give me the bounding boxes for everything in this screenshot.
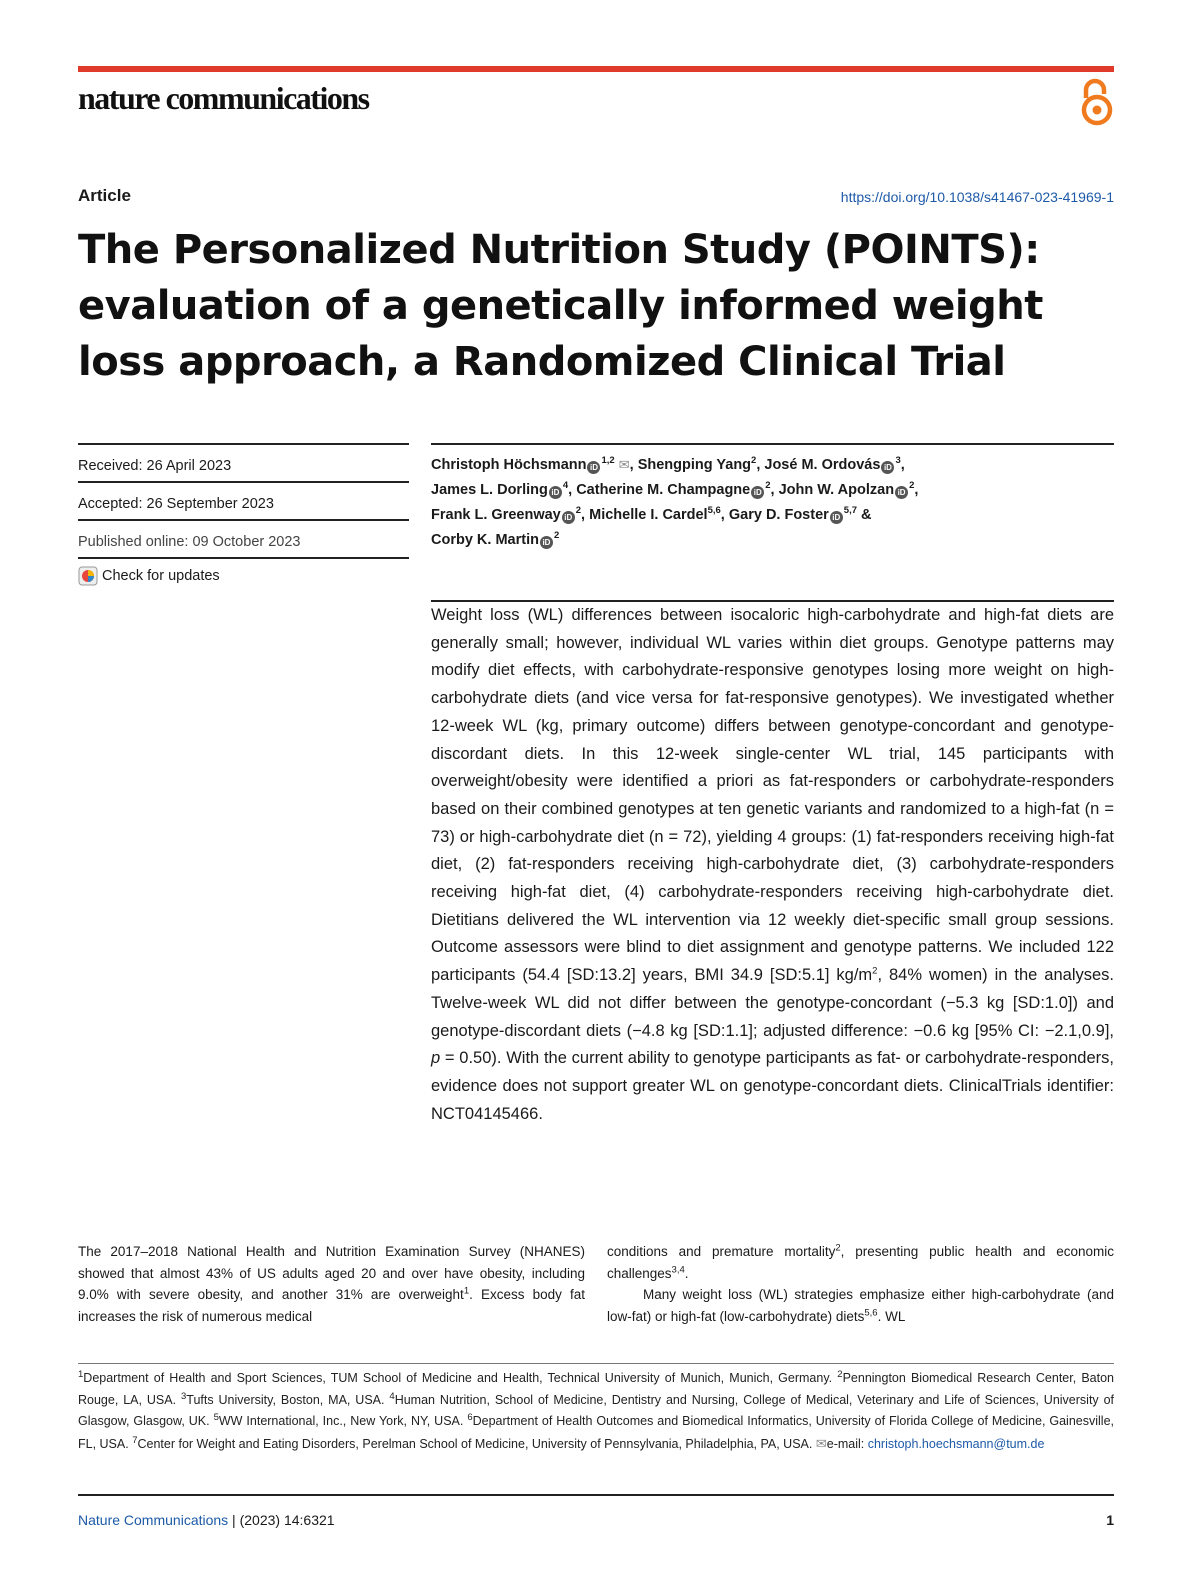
reference-link[interactable]: 3,4 [671,1264,685,1275]
author-affiliation: 2 [553,530,560,542]
affiliation-number: 6 [467,1411,473,1423]
abstract-text-2: , 84% women) in the analyses. Twelve-week WL did not differ between the genotype-concordant (−5.3 kg [SD:1.0]) and genotype-discordant diets (−4.8 kg [SD:1.1]; adjusted difference: −0.6 kg [95% CI: −2.1,0.9], [431,966,1114,1040]
affiliation-text: Department of Health and Sport Sciences, TUM School of Medicine and Health, Technical University of Munich, Munich, Germany. [83,1371,838,1385]
email-link[interactable]: christoph.hoechsmann@tum.de [867,1436,1045,1451]
orcid-icon[interactable]: iD [587,461,600,474]
affiliation-number: 1 [78,1368,84,1380]
footer-volume: | (2023) 14:6321 [228,1512,335,1528]
affiliation-text: WW International, Inc., New York, NY, USA. [218,1414,468,1428]
affiliations [78,1368,1114,1455]
author-name[interactable]: Shengping Yang [637,457,752,473]
envelope-icon: ✉ [815,1435,827,1451]
body-text: Many weight loss (WL) strategies emphasize either high-carbohydrate (and low-fat) or high-fat (low-carbohydrate) diets [607,1287,1114,1324]
received-date: Received: 26 April 2023 [78,443,409,481]
author-name[interactable]: Gary D. Foster [728,507,829,523]
journal-top-bar [78,66,1114,72]
author-name[interactable]: Michelle I. Cardel [589,507,708,523]
body-text: conditions and premature mortality [607,1244,836,1259]
affiliation-text: Human Nutrition, School of Medicine, Dentistry and Nursing, College of Medical, Veterinary and Life of Sciences, University of Glasgow, Glasgow, UK. [78,1392,1115,1428]
author-affiliation: 2 [751,455,757,467]
author-name[interactable]: John W. Apolzan [778,482,895,498]
orcid-icon[interactable]: iD [562,511,575,524]
check-updates-icon [78,566,98,586]
doi-link[interactable]: https://doi.org/10.1038/s41467-023-41969-1 [840,189,1114,205]
footer-rule [78,1494,1114,1496]
author-name[interactable]: Frank L. Greenway [431,507,561,523]
orcid-icon[interactable]: iD [540,536,553,549]
author-affiliation: 5,7 [843,505,857,517]
abstract-text-3: = 0.50). With the current ability to genotype participants as fat- or carbohydrate-responders, evidence does not support greater WL on genotype-concordant diets. ClinicalTrials identifier: NCT04145466. [431,1049,1114,1123]
abstract-text-1: Weight loss (WL) differences between isocaloric high-carbohydrate and high-fat diets are generally small; however, individual WL varies within diet groups. Genotype patterns may modify diet effects, with carbohydrate-responsive genotypes losing more weight on high-carbohydrate diets (and vice versa for fat-responsive genotypes). We investigated whether 12-week WL (kg, primary outcome) differs between genotype-concordant and genotype-discordant diets. In this 12-week single-center WL trial, 145 participants with overweight/obesity were identified a priori as fat-responders or carbohydrate-responders based on their combined genotypes at ten genetic variants and randomized to a high-fat (n = 73) or high-carbohydrate diet (n = 72), yielding 4 groups: (1) fat-responders receiving high-fat diet, (2) fat-responders receiving high-carbohydrate diet, (3) carbohydrate-responders receiving high-fat diet, (4) carbohydrate-responders receiving high-carbohydrate diet. Dietitians delivered the WL intervention via 12 weekly diet-specific small group sessions. Outcome assessors were blind to diet assignment and genotype patterns. We included 122 participants (54.4 [SD:13.2] years, BMI 34.9 [SD:5.1] kg/m [431,606,1114,985]
body-text: . WL [877,1308,906,1324]
affiliation-number: 5 [213,1411,219,1423]
author-list: Christoph Höchsmann iD$^{1,2}$ ✉, Shengping Yang$^2$, José M. Ordovás $iD^3$, James L. Dorling $iD^4$, Catherine M. Champagne $iD^2$, John W. Apolzan $iD^2$, Frank L. Greenway $iD^2$, Michelle I. Cardel$^{5,6}$, Gary D. Foster iD$^{5,7}$ & Corby K. Martin $iD^2$ [431,455,919,548]
journal-name: nature communications [78,80,369,116]
envelope-icon: ✉ [618,457,630,472]
body-text: The 2017–2018 National Health and Nutrition Examination Survey (NHANES) showed that almost 43% of US adults aged 20 and over have obesity, including 9.0% with severe obesity, and another 31% are overweight [78,1244,585,1302]
author-affiliation: 2 [575,505,582,517]
author-name[interactable]: James L. Dorling [431,482,548,498]
affiliation-number: 7 [132,1434,138,1446]
orcid-icon[interactable]: iD [751,486,764,499]
orcid-icon[interactable]: iD [881,461,894,474]
reference-link[interactable]: 2 [835,1242,841,1254]
author-name[interactable]: Corby K. Martin [431,532,539,548]
authors-rule [431,443,1114,445]
open-access-icon [1080,78,1114,128]
reference-link[interactable]: 5,6 [864,1307,878,1318]
affiliation-text: Tufts University, Boston, MA, USA. [186,1392,390,1407]
body-text: , presenting public health and economic challenges [607,1244,1114,1281]
abstract [431,602,1114,1128]
reference-link[interactable]: 1 [463,1285,470,1297]
affiliation-number: 3 [181,1390,187,1402]
page-number: 1 [1106,1512,1114,1528]
affiliation-text: Department of Health Outcomes and Biomedical Informatics, University of Florida College of Medicine, Gainesville, FL, USA. [78,1414,1114,1451]
affiliation-text: Pennington Biomedical Research Center, Baton Rouge, LA, USA. [78,1371,1114,1407]
article-dates [78,443,409,586]
author-affiliation: 1,2 [601,455,615,467]
email-label: e-mail: [826,1436,868,1451]
orcid-icon[interactable]: iD [895,486,908,499]
affiliation-number: 4 [389,1390,395,1402]
author-name[interactable]: Christoph Höchsmann [431,457,587,473]
orcid-icon[interactable]: iD [830,511,843,524]
article-title: The Personalized Nutrition Study (POINTS): evaluation of a genetically informed weight loss approach, a Randomized Clinical Trial [78,227,1043,385]
abstract-superscript: 2 [872,965,878,977]
author-affiliation: 5,6 [707,505,721,517]
check-updates-label: Check for updates [102,568,220,584]
affiliations-rule [78,1363,1114,1364]
body-text: . [684,1265,689,1281]
body-text: . Excess body fat increases the risk of numerous medical [78,1287,585,1324]
published-date: Published online: 09 October 2023 [78,519,409,559]
p-value-label: p [431,1049,441,1068]
body-column-left [78,1241,585,1327]
body-column-right [607,1241,1114,1327]
footer-journal-link[interactable]: Nature Communications [78,1512,229,1528]
author-affiliation: 2 [765,480,771,492]
accepted-date: Accepted: 26 September 2023 [78,481,409,519]
author-affiliation: 4 [562,480,569,492]
author-name[interactable]: Catherine M. Champagne [576,482,751,498]
article-type: Article [78,186,131,205]
footer-citation [78,1512,335,1528]
author-affiliation: 3 [895,455,901,467]
author-affiliation: 2 [909,480,915,492]
affiliation-text: Center for Weight and Eating Disorders, Perelman School of Medicine, University of Pennsylvania, Philadelphia, PA, USA. [137,1436,816,1451]
check-for-updates-button[interactable] [78,566,409,586]
orcid-icon[interactable]: iD [549,486,562,499]
affiliation-number: 2 [837,1368,843,1380]
author-name[interactable]: José M. Ordovás [764,457,881,473]
